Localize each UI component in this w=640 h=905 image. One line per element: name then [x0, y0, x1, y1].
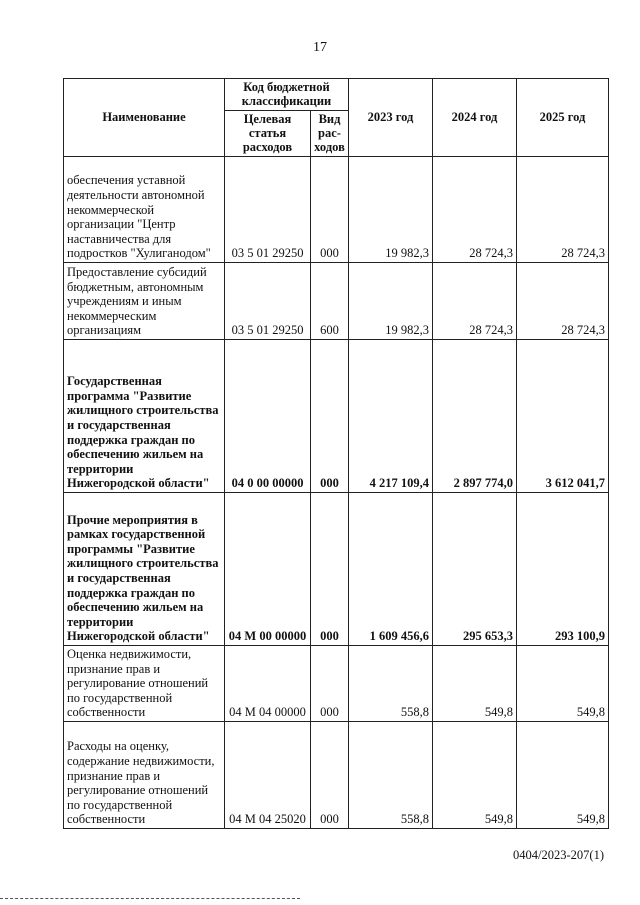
row-2023: 1 609 456,6 — [349, 493, 433, 646]
row-2023: 19 982,3 — [349, 157, 433, 263]
row-2025: 3 612 041,7 — [517, 340, 609, 493]
page-number: 17 — [313, 40, 327, 55]
row-name: Прочие мероприятия в рамках государственной программы "Развитие жилищного строительства и государственная поддержка граждан по обеспечению жильем на территории Нижегородской области" — [64, 493, 225, 646]
table-row — [64, 493, 609, 646]
table-row — [64, 263, 609, 340]
row-name: Государственная программа "Развитие жилищного строительства и государственная поддержка граждан по обеспечению жильем на территории Нижегородской области" — [64, 340, 225, 493]
row-2025: 293 100,9 — [517, 493, 609, 646]
budget-table — [63, 78, 609, 829]
row-target-article: 04 М 04 00000 — [225, 646, 311, 722]
table-row — [64, 340, 609, 493]
row-target-article: 04 М 00 00000 — [225, 493, 311, 646]
row-2025: 549,8 — [517, 722, 609, 829]
document-code: 0404/2023-207(1) — [513, 848, 604, 862]
row-2025: 28 724,3 — [517, 263, 609, 340]
row-2024: 549,8 — [433, 722, 517, 829]
header-target-article: Целевая статья расходов — [225, 111, 311, 157]
row-2023: 558,8 — [349, 646, 433, 722]
row-target-article: 03 5 01 29250 — [225, 263, 311, 340]
row-2024: 295 653,3 — [433, 493, 517, 646]
table-row — [64, 157, 609, 263]
row-2024: 549,8 — [433, 646, 517, 722]
header-2025: 2025 год — [517, 79, 609, 157]
row-2024: 28 724,3 — [433, 263, 517, 340]
row-name: обеспечения уставной деятельности автономной некоммерческой организации "Центр наставничества для подростков "Хулиганодом" — [64, 157, 225, 263]
row-name: Расходы на оценку, содержание недвижимости, признание прав и регулирование отношений по государственной собственности — [64, 722, 225, 829]
header-name: Наименование — [64, 79, 225, 157]
row-2023: 19 982,3 — [349, 263, 433, 340]
row-expense-type: 000 — [311, 722, 349, 829]
row-2025: 28 724,3 — [517, 157, 609, 263]
header-2023: 2023 год — [349, 79, 433, 157]
bottom-divider — [0, 898, 300, 899]
row-expense-type: 000 — [311, 340, 349, 493]
row-target-article: 03 5 01 29250 — [225, 157, 311, 263]
table-row — [64, 722, 609, 829]
header-2024: 2024 год — [433, 79, 517, 157]
row-2024: 2 897 774,0 — [433, 340, 517, 493]
row-expense-type: 000 — [311, 493, 349, 646]
row-2023: 4 217 109,4 — [349, 340, 433, 493]
row-2025: 549,8 — [517, 646, 609, 722]
row-2024: 28 724,3 — [433, 157, 517, 263]
row-target-article: 04 0 00 00000 — [225, 340, 311, 493]
row-name: Предоставление субсидий бюджетным, автономным учреждениям и иным некоммерческим организациям — [64, 263, 225, 340]
row-name: Оценка недвижимости, признание прав и регулирование отношений по государственной собственности — [64, 646, 225, 722]
table-header — [64, 79, 609, 157]
row-2023: 558,8 — [349, 722, 433, 829]
row-expense-type: 000 — [311, 646, 349, 722]
table-row — [64, 646, 609, 722]
row-expense-type: 600 — [311, 263, 349, 340]
row-target-article: 04 М 04 25020 — [225, 722, 311, 829]
header-expense-type: Вид рас-ходов — [311, 111, 349, 157]
header-budget-code: Код бюджетной классификации — [225, 79, 349, 111]
row-expense-type: 000 — [311, 157, 349, 263]
